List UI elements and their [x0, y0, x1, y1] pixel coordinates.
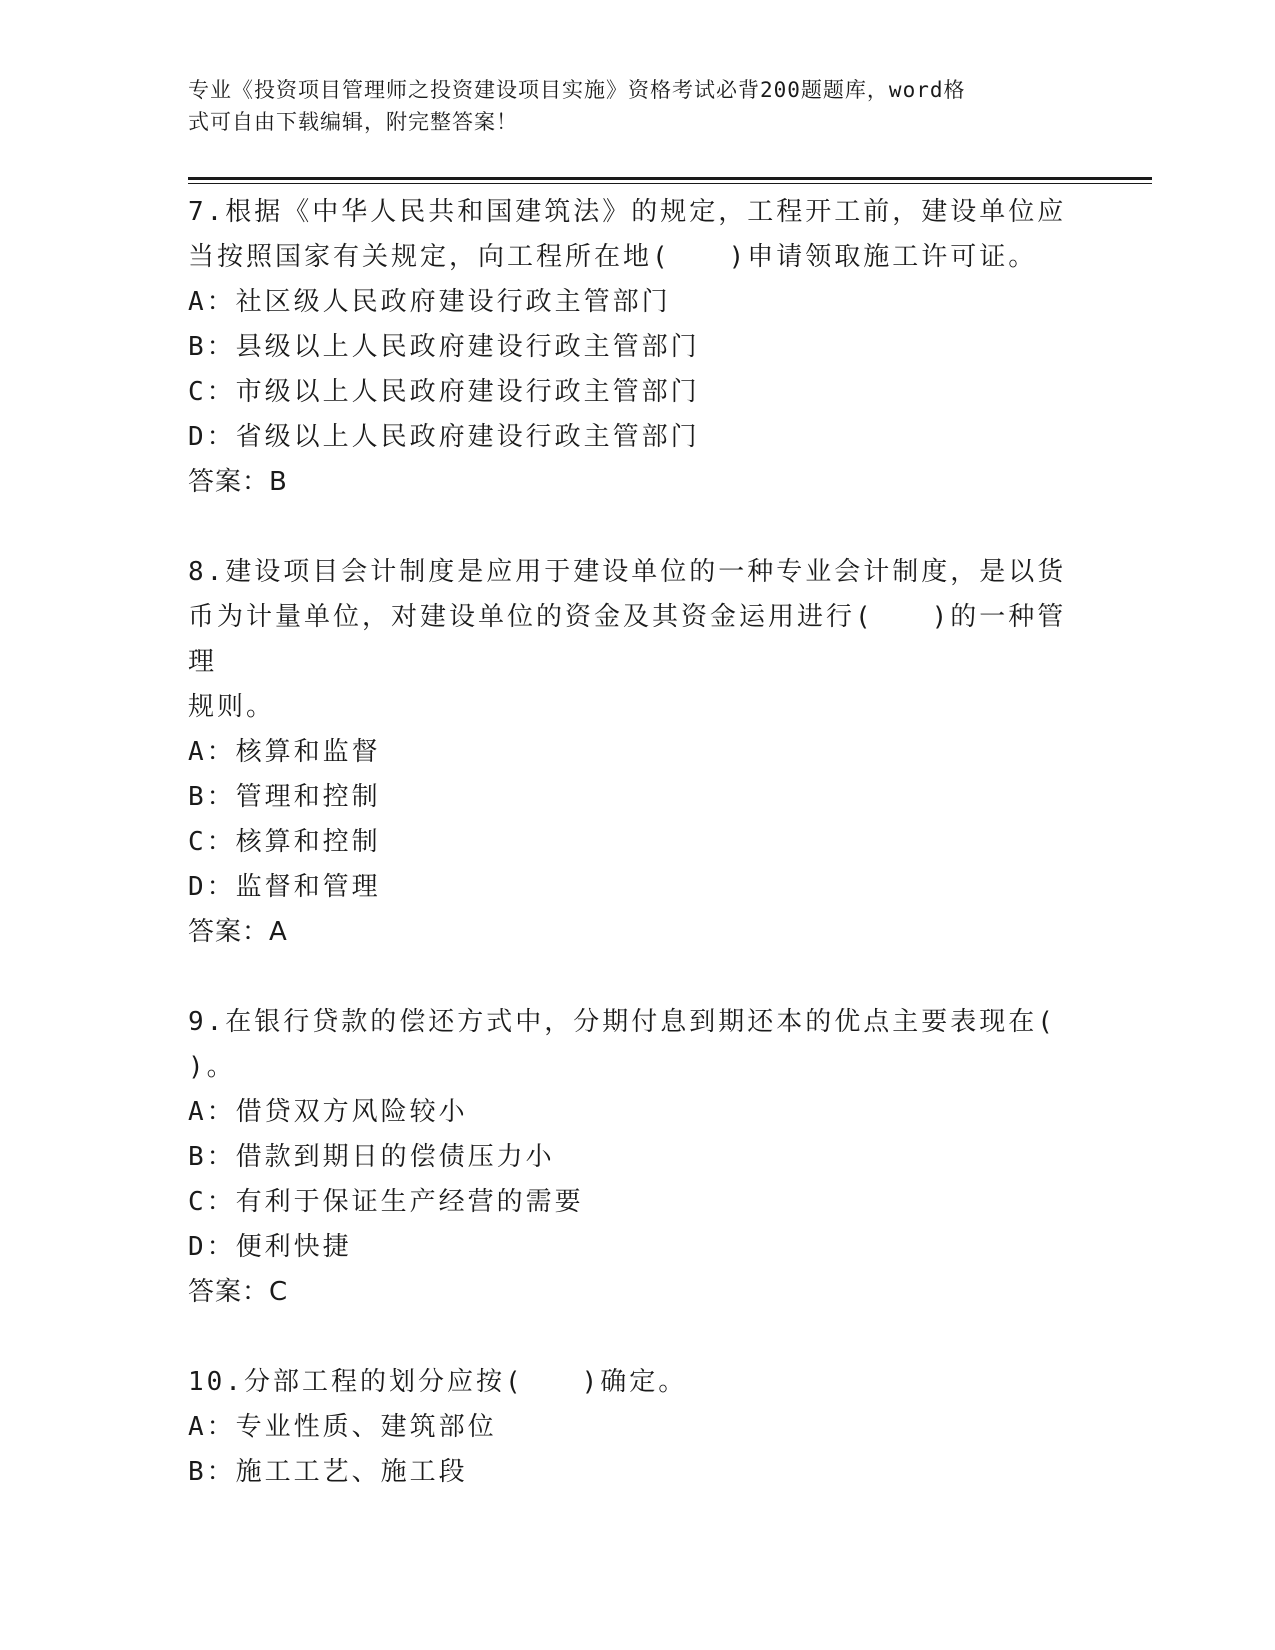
- question-spacer: [188, 1315, 1088, 1360]
- document-header: [188, 74, 1068, 138]
- question-stem-line: )。: [188, 1052, 236, 1082]
- question-stem-line: 币为计量单位，对建设单位的资金及其资金运用进行( )的一种管理: [188, 602, 1067, 677]
- option-d: D：监督和管理: [188, 872, 381, 902]
- question-stem-line: 规则。: [188, 692, 276, 722]
- option-a: A：社区级人民政府建设行政主管部门: [188, 287, 671, 317]
- option-d: D：便利快捷: [188, 1232, 352, 1262]
- option-b: B：县级以上人民政府建设行政主管部门: [188, 332, 700, 362]
- question-spacer: [188, 955, 1088, 1000]
- option-c: C：市级以上人民政府建设行政主管部门: [188, 377, 700, 407]
- answer-line: 答案：C: [188, 1277, 289, 1307]
- header-line-1: 专业《投资项目管理师之投资建设项目实施》资格考试必背200题题库，word格: [188, 78, 966, 102]
- question-9: [188, 1000, 1088, 1315]
- header-line-2: 式可自由下载编辑，附完整答案！: [188, 110, 518, 134]
- option-a: A：借贷双方风险较小: [188, 1097, 468, 1127]
- option-c: C：核算和控制: [188, 827, 381, 857]
- question-stem-line: 8.建设项目会计制度是应用于建设单位的一种专业会计制度，是以货: [188, 557, 1067, 587]
- question-8: [188, 550, 1088, 955]
- option-a: A：核算和监督: [188, 737, 381, 767]
- answer-line: 答案：B: [188, 467, 288, 497]
- question-spacer: [188, 505, 1088, 550]
- question-10: [188, 1360, 1088, 1495]
- option-c: C：有利于保证生产经营的需要: [188, 1187, 584, 1217]
- question-stem-line: 9.在银行贷款的偿还方式中，分期付息到期还本的优点主要表现在(: [188, 1007, 1056, 1037]
- option-b: B：管理和控制: [188, 782, 381, 812]
- question-stem-line: 10.分部工程的划分应按( )确定。: [188, 1367, 688, 1397]
- option-b: B：借款到期日的偿债压力小: [188, 1142, 555, 1172]
- header-divider-thick: [188, 177, 1152, 180]
- question-7: [188, 190, 1088, 505]
- option-a: A：专业性质、建筑部位: [188, 1412, 497, 1442]
- question-stem-line: 当按照国家有关规定，向工程所在地( )申请领取施工许可证。: [188, 242, 1038, 272]
- option-d: D：省级以上人民政府建设行政主管部门: [188, 422, 700, 452]
- answer-line: 答案：A: [188, 917, 288, 947]
- option-b: B：施工工艺、施工段: [188, 1457, 468, 1487]
- question-list: [188, 190, 1088, 1495]
- question-stem-line: 7.根据《中华人民共和国建筑法》的规定，工程开工前，建设单位应: [188, 197, 1067, 227]
- header-divider-thin: [188, 183, 1152, 184]
